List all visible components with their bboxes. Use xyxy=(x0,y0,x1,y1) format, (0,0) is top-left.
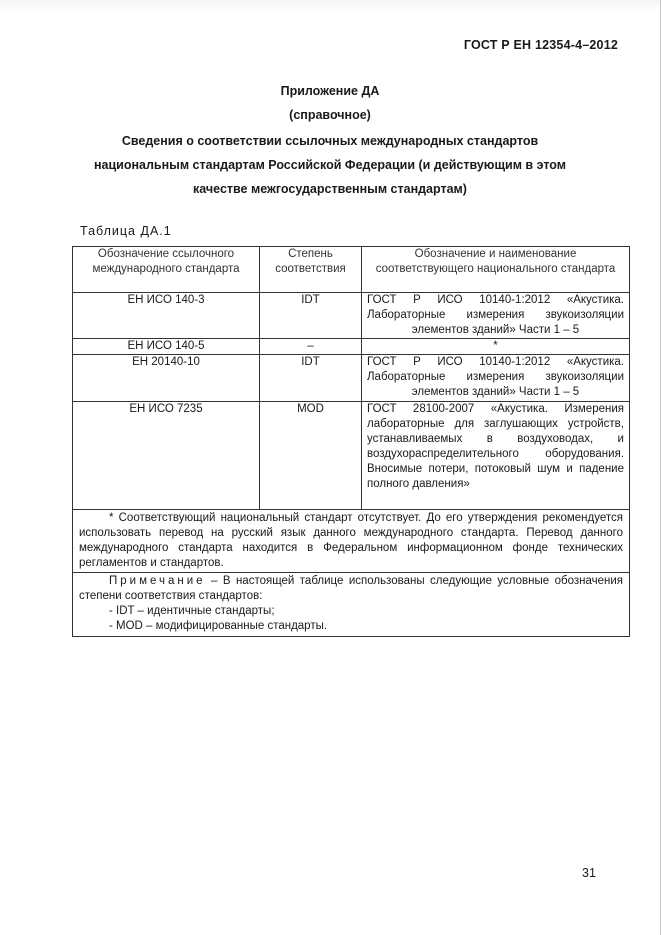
note-item: - IDT – идентичные стандарты; xyxy=(109,605,275,617)
table-note xyxy=(73,573,630,637)
note-text: – В настоящей таблице использованы следующие условные обозначения степени соответствия стандартов: xyxy=(79,575,623,602)
ref-cell: ЕН ИСО 140-3 xyxy=(73,293,260,339)
note-head xyxy=(79,574,623,604)
table-row xyxy=(73,293,630,339)
degree-cell: IDT xyxy=(260,355,362,402)
national-cell: ГОСТ Р ИСО 10140-1:2012 «Акустика. Лабораторные измерения звукоизоляции элементов зданий» Части 1 – 5 xyxy=(362,293,630,339)
national-cell: ГОСТ 28100-2007 «Акустика. Измерения лабораторные для заглушающих устройств, устанавливаемых в воздуховодах, и воздухораспределительного оборудования. Вносимые потери, потоковый шум и падение полного давления» xyxy=(362,402,630,510)
ref-cell: ЕН ИСО 7235 xyxy=(73,402,260,510)
annex-title: Приложение ДА xyxy=(280,84,380,98)
national-cell: ГОСТ Р ИСО 10140-1:2012 «Акустика. Лабораторные измерения звукоизоляции элементов зданий» Части 1 – 5 xyxy=(362,355,630,402)
degree-cell: – xyxy=(260,339,362,355)
note-label: Примечание xyxy=(109,575,206,587)
annex-heading-line-1: Сведения о соответствии ссылочных международных стандартов xyxy=(121,134,539,148)
note-row xyxy=(73,573,630,637)
annex-heading-line-2: национальным стандартам Российской Федерации (и действующим в этом xyxy=(93,158,566,172)
table-caption: Таблица ДА.1 xyxy=(80,224,172,238)
table-header-row xyxy=(73,247,630,293)
table-footnote: * Соответствующий национальный стандарт отсутствует. До его утверждения рекомендуется использовать перевод на русский язык данного международного стандарта. Перевод данного международного стандарта находится в Федеральном информационном фонде технических регламентов и стандартов. xyxy=(73,510,630,573)
annex-subtitle: (справочное) xyxy=(289,108,371,122)
footnote-row xyxy=(73,510,630,573)
degree-cell: MOD xyxy=(260,402,362,510)
annex-heading-line-3: качестве межгосударственным стандартам) xyxy=(193,182,467,196)
table-row xyxy=(73,402,630,510)
degree-cell: IDT xyxy=(260,293,362,339)
ref-cell: ЕН ИСО 140-5 xyxy=(73,339,260,355)
note-item: - MOD – модифицированные стандарты. xyxy=(109,620,328,632)
document-code: ГОСТ Р ЕН 12354-4–2012 xyxy=(463,38,618,52)
page-number: 31 xyxy=(582,866,596,880)
table-row xyxy=(73,355,630,402)
column-header-national: Обозначение и наименование соответствующего национального стандарта xyxy=(362,247,630,293)
ref-cell: ЕН 20140-10 xyxy=(73,355,260,402)
national-cell: * xyxy=(362,339,630,355)
column-header-degree: Степень соответствия xyxy=(260,247,362,293)
standards-table xyxy=(72,246,630,637)
table-row xyxy=(73,339,630,355)
column-header-ref: Обозначение ссылочного международного стандарта xyxy=(73,247,260,293)
annex-heading xyxy=(60,129,600,201)
